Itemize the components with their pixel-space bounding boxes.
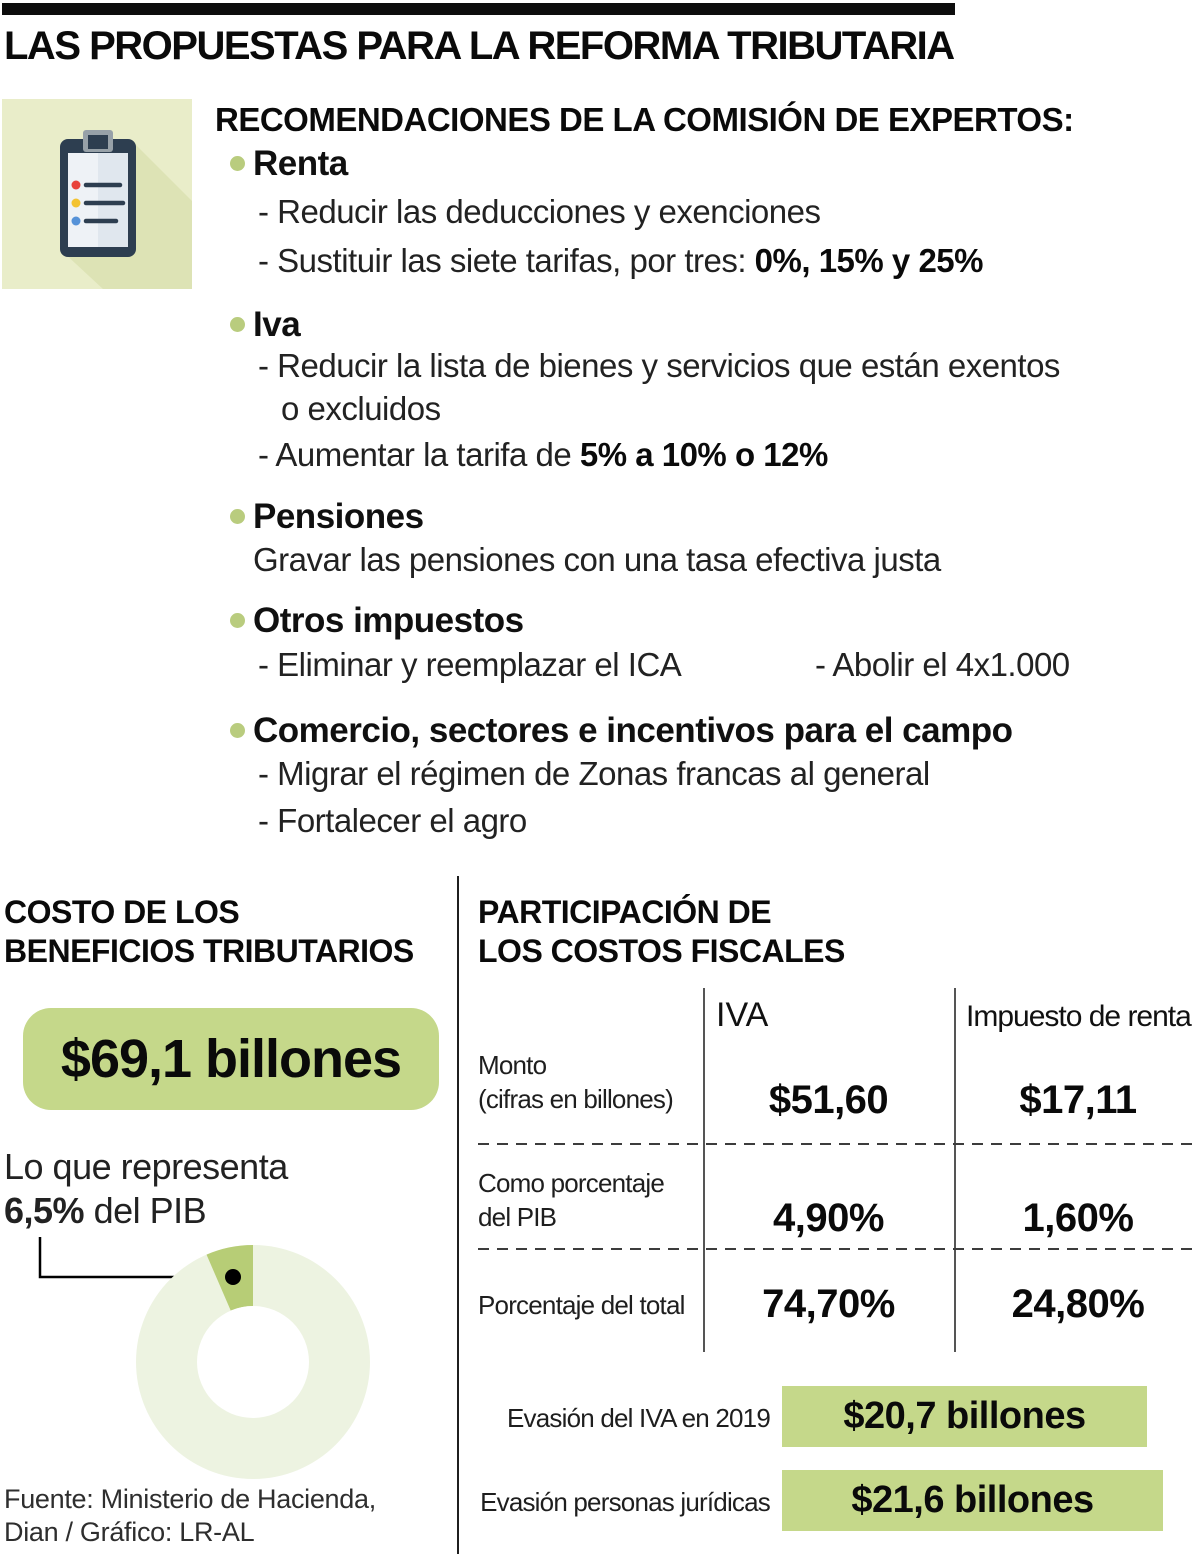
- section-title-renta: Renta: [253, 144, 348, 183]
- list-item: - Eliminar y reemplazar el ICA: [258, 646, 682, 683]
- evasion-bar-iva: $20,7 billones: [782, 1386, 1147, 1447]
- bullet-icon: [230, 156, 245, 171]
- section-title-iva: Iva: [253, 305, 301, 344]
- bullet-icon: [230, 509, 245, 524]
- bullet-icon: [230, 723, 245, 738]
- section-divider: [457, 876, 459, 1554]
- cell-total-renta: 24,80%: [1011, 1282, 1145, 1326]
- note-line1: Lo que representa: [4, 1146, 288, 1187]
- list-item: - Migrar el régimen de Zonas francas al general: [258, 755, 930, 792]
- list-item: Gravar las pensiones con una tasa efectiva justa: [253, 541, 941, 578]
- list-item: - Sustituir las siete tarifas, por tres: 0%, 15% y 25%: [258, 242, 983, 279]
- participation-title-line2: LOS COSTOS FISCALES: [478, 933, 845, 969]
- list-item: - Reducir las deducciones y exenciones: [258, 193, 821, 230]
- page-title: LAS PROPUESTAS PARA LA REFORMA TRIBUTARIA: [4, 24, 954, 68]
- top-black-bar: [2, 3, 955, 15]
- cell-monto-iva: $51,60: [768, 1078, 889, 1122]
- source-line2: Dian / Gráfico: LR-AL: [4, 1517, 255, 1547]
- participation-title-line1: PARTICIPACIÓN DE: [478, 894, 772, 930]
- list-item: - Reducir la lista de bienes y servicios que están exentos: [258, 347, 1060, 384]
- recommendations-header: RECOMENDACIONES DE LA COMISIÓN DE EXPERTOS:: [215, 101, 1074, 138]
- row-label-porcentaje-total: Porcentaje del total: [478, 1290, 685, 1320]
- section-title-otros: Otros impuestos: [253, 601, 524, 640]
- clipboard-icon: [2, 99, 192, 289]
- list-item: - Fortalecer el agro: [258, 802, 527, 839]
- column-header-iva: IVA: [716, 996, 769, 1034]
- cell-total-iva: 74,70%: [762, 1282, 895, 1326]
- cell-monto-renta: $17,11: [1019, 1078, 1137, 1122]
- source-line1: Fuente: Ministerio de Hacienda,: [4, 1484, 376, 1514]
- callout-dot: [225, 1269, 241, 1285]
- cost-panel-title-line1: COSTO DE LOS: [4, 894, 240, 930]
- evasion-label-iva: Evasión del IVA en 2019: [507, 1403, 770, 1433]
- row-label-porcentaje-pib: Como porcentaje del PIB: [478, 1168, 664, 1232]
- cell-pib-renta: 1,60%: [1022, 1196, 1134, 1240]
- row-label-monto: Monto (cifras en billones): [478, 1050, 673, 1114]
- column-header-renta: Impuesto de renta: [966, 1000, 1191, 1033]
- bullet-icon: [230, 317, 245, 332]
- dashed-row-divider: [478, 1143, 1200, 1145]
- evasion-bar-juridicas: $21,6 billones: [782, 1470, 1163, 1531]
- amount-highlight: $69,1 billones: [23, 1008, 439, 1110]
- list-item: - Aumentar la tarifa de 5% a 10% o 12%: [258, 436, 828, 473]
- evasion-label-juridicas: Evasión personas jurídicas: [480, 1487, 770, 1517]
- donut-chart: [135, 1244, 371, 1480]
- bullet-icon: [230, 613, 245, 628]
- list-item-wrap: o excluidos: [281, 390, 441, 427]
- section-title-comercio: Comercio, sectores e incentivos para el campo: [253, 711, 1013, 750]
- note-line2: 6,5% del PIB: [4, 1190, 207, 1231]
- cost-panel-title-line2: BENEFICIOS TRIBUTARIOS: [4, 933, 414, 969]
- cell-pib-iva: 4,90%: [773, 1196, 884, 1240]
- list-item: - Abolir el 4x1.000: [815, 646, 1070, 683]
- section-title-pensiones: Pensiones: [253, 497, 424, 536]
- dashed-row-divider: [478, 1248, 1200, 1250]
